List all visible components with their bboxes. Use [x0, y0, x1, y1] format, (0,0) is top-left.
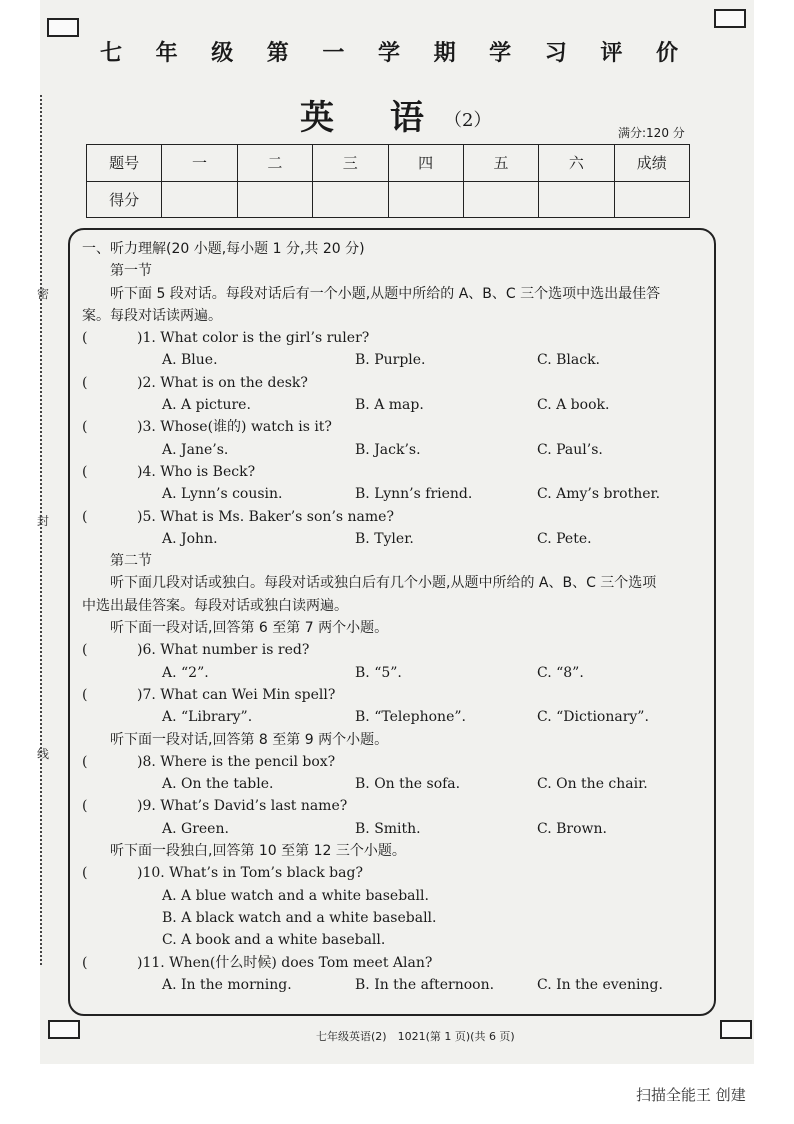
corner-mark-top-left: [47, 18, 79, 37]
score-blank-cell: [313, 181, 388, 218]
score-blank-cell: [614, 181, 689, 218]
question-stem: ( )10. What’s in Tom’s black bag?: [82, 862, 694, 884]
part2-title: 第二节: [110, 553, 152, 570]
listening-section: [82, 238, 694, 996]
part1-title: 第一节: [110, 263, 152, 280]
section-title: 一、听力理解(20 小题,每小题 1 分,共 20 分): [82, 241, 365, 257]
answer-paren: (: [82, 642, 88, 659]
question-stem: ( )8. Where is the pencil box?: [82, 751, 694, 773]
question-stem: ( )4. Who is Beck?: [82, 461, 694, 483]
question-options: A. Green. B. Smith. C. Brown.: [162, 820, 607, 837]
answer-paren: (: [82, 798, 88, 815]
question-stem: ( )7. What can Wei Min spell?: [82, 684, 694, 706]
score-blank-cell: [539, 181, 614, 218]
answer-paren: (: [82, 508, 88, 525]
paper-number: （2）: [444, 110, 492, 131]
answer-paren: (: [82, 686, 88, 703]
answer-paren: (: [82, 954, 88, 971]
question-stem: ( )1. What color is the girl’s ruler?: [82, 327, 694, 349]
question-options: A. “Library”. B. “Telephone”. C. “Dictionary”.: [162, 709, 649, 726]
full-score: 满分:120 分: [618, 126, 685, 140]
corner-mark-bottom-right: [720, 1020, 752, 1039]
question-stem: ( )5. What is Ms. Baker’s son’s name?: [82, 506, 694, 528]
question-options: A. On the table. B. On the sofa. C. On the chair.: [162, 776, 648, 793]
score-cell: 题号: [87, 145, 162, 182]
scanner-watermark: 扫描全能王 创建: [636, 1086, 746, 1104]
part1-instruction: 案。每段对话读两遍。: [82, 307, 222, 324]
question-option: A. A blue watch and a white baseball.: [162, 887, 429, 904]
score-cell: 三: [313, 145, 388, 182]
score-blank-cell: [162, 181, 237, 218]
question-option: C. A book and a white baseball.: [162, 932, 386, 949]
answer-paren: (: [82, 330, 88, 347]
part2-instruction: 听下面几段对话或独白。每段对话或独白后有几个小题,从题中所给的 A、B、C 三个选项: [110, 575, 657, 592]
score-blank-cell: [463, 181, 538, 218]
question-stem: ( )2. What is on the desk?: [82, 372, 694, 394]
corner-mark-top-right: [714, 9, 746, 28]
score-blank-cell: [388, 181, 463, 218]
score-cell: 五: [463, 145, 538, 182]
score-cell: 六: [539, 145, 614, 182]
question-options: A. Jane’s. B. Jack’s. C. Paul’s.: [162, 441, 603, 458]
question-stem: ( )6. What number is red?: [82, 639, 694, 661]
question-stem: ( )9. What’s David’s last name?: [82, 795, 694, 817]
score-table-score-row: [87, 181, 690, 218]
listening-prompt: 听下面一段对话,回答第 8 至第 9 两个小题。: [110, 731, 389, 748]
corner-mark-bottom-left: [48, 1020, 80, 1039]
answer-paren: (: [82, 374, 88, 391]
page-footer: 七年级英语(2) 1021(第 1 页)(共 6 页): [316, 1030, 515, 1043]
score-cell: 四: [388, 145, 463, 182]
score-cell: 一: [162, 145, 237, 182]
question-options: A. In the morning. B. In the afternoon. C. In the evening.: [162, 976, 663, 993]
score-cell: 成绩: [614, 145, 689, 182]
part2-instruction: 中选出最佳答案。每段对话或独白读两遍。: [82, 597, 348, 614]
part1-instruction: 听下面 5 段对话。每段对话后有一个小题,从题中所给的 A、B、C 三个选项中选出最佳答: [110, 285, 661, 302]
score-blank-cell: [237, 181, 312, 218]
listening-prompt: 听下面一段对话,回答第 6 至第 7 两个小题。: [110, 620, 389, 637]
score-table-header-row: [87, 145, 690, 182]
score-cell: 二: [237, 145, 312, 182]
question-option: B. A black watch and a white baseball.: [162, 909, 437, 926]
margin-char-feng: 封: [37, 514, 50, 528]
listening-prompt: 听下面一段独白,回答第 10 至第 12 三个小题。: [110, 843, 406, 860]
question-options: A. A picture. B. A map. C. A book.: [162, 397, 610, 414]
score-table: [86, 144, 690, 218]
margin-char-xian: 线: [37, 747, 50, 761]
score-cell: 得分: [87, 181, 162, 218]
margin-char-mi: 密: [37, 287, 50, 301]
answer-paren: (: [82, 865, 88, 882]
question-stem: ( )11. When(什么时候) does Tom meet Alan?: [82, 952, 694, 974]
binding-line: [40, 95, 42, 965]
question-options: A. John. B. Tyler. C. Pete.: [162, 530, 592, 547]
question-options: A. Lynn’s cousin. B. Lynn’s friend. C. Amy’s brother.: [162, 486, 661, 503]
question-options: A. Blue. B. Purple. C. Black.: [162, 352, 600, 369]
answer-paren: (: [82, 463, 88, 480]
question-options: A. “2”. B. “5”. C. “8”.: [162, 664, 584, 681]
answer-paren: (: [82, 753, 88, 770]
question-stem: ( )3. Whose(谁的) watch is it?: [82, 416, 694, 438]
exam-header: 七 年 级 第 一 学 期 学 习 评 价: [100, 41, 680, 66]
answer-paren: (: [82, 419, 88, 436]
subject-title: 英 语: [300, 98, 446, 138]
